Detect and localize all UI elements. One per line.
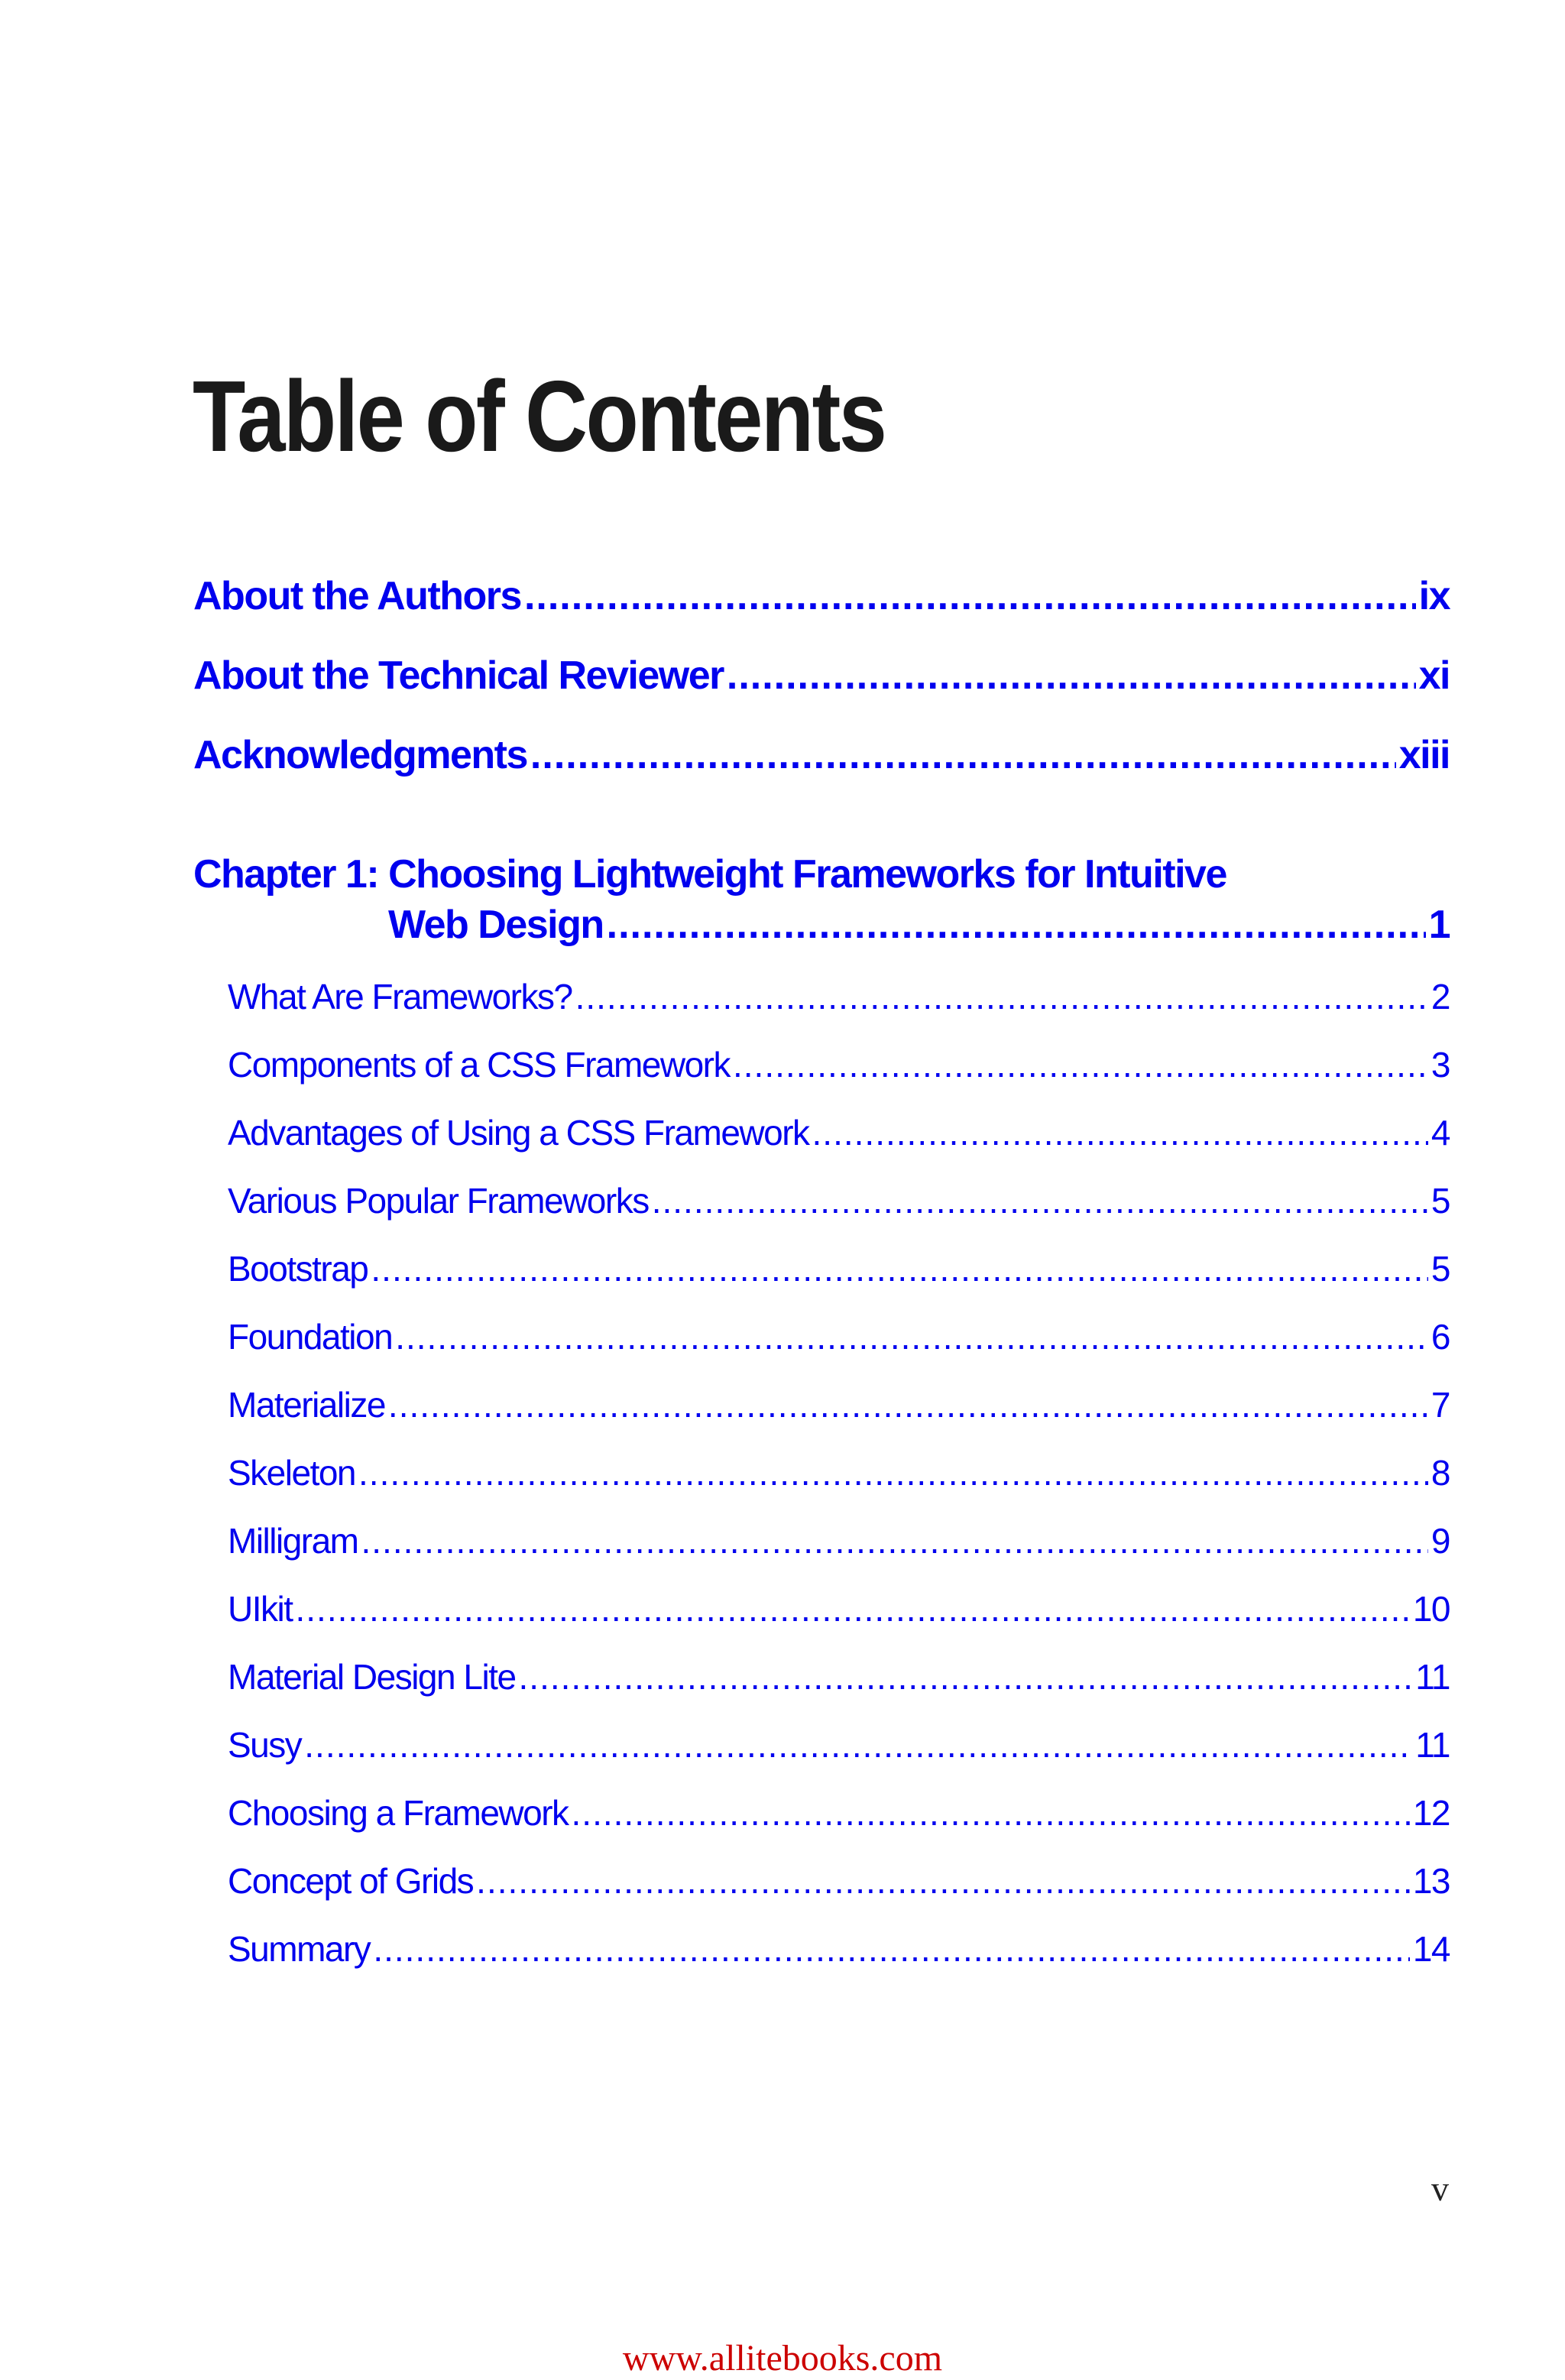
toc-entry-label: Skeleton [228, 1453, 356, 1493]
dot-leader [530, 731, 1396, 780]
toc-entry-page: 6 [1431, 1317, 1450, 1357]
toc-entry-page: 4 [1431, 1113, 1450, 1153]
dot-leader [575, 974, 1428, 1019]
toc-section-summary[interactable] [228, 1927, 1450, 1971]
dot-leader [572, 1791, 1410, 1835]
dot-leader [296, 1587, 1410, 1631]
toc-entry-page: 11 [1415, 1657, 1450, 1697]
toc-entry-page: 3 [1431, 1045, 1450, 1085]
toc-entry-label: UIkit [228, 1589, 293, 1629]
toc-entry-acknowledgments[interactable] [193, 731, 1450, 780]
toc-entry-label: Acknowledgments [193, 733, 527, 777]
toc-entry-label: Milligram [228, 1521, 358, 1561]
chapter-1-heading[interactable]: Chapter 1: Choosing Lightweight Frameworks for Intuitive [193, 852, 1226, 897]
toc-entry-label: About the Authors [193, 574, 521, 618]
toc-entry-label: Advantages of Using a CSS Framework [228, 1113, 809, 1153]
toc-entry-label: Choosing a Framework [228, 1793, 569, 1833]
toc-entry-label: Material Design Lite [228, 1657, 516, 1697]
dot-leader [812, 1111, 1428, 1155]
dot-leader [373, 1927, 1410, 1971]
dot-leader [733, 1042, 1428, 1087]
dot-leader [476, 1859, 1410, 1903]
toc-section-uikit[interactable] [228, 1587, 1450, 1631]
toc-section-foundation[interactable] [228, 1315, 1450, 1359]
toc-entry-page: 8 [1431, 1453, 1450, 1493]
toc-entry-technical-reviewer[interactable] [193, 651, 1450, 700]
dot-leader [652, 1179, 1428, 1223]
toc-entry-page: 5 [1431, 1181, 1450, 1221]
toc-entry-page: ix [1418, 574, 1450, 618]
toc-section-components-css-framework[interactable] [228, 1042, 1450, 1087]
toc-section-skeleton[interactable] [228, 1451, 1450, 1495]
dot-leader [304, 1723, 1412, 1767]
dot-leader [519, 1655, 1413, 1699]
toc-entry-page: 12 [1412, 1793, 1450, 1833]
page-title: Table of Contents [193, 360, 886, 472]
toc-entry-page: xiii [1398, 733, 1450, 777]
toc-entry-page: 14 [1412, 1929, 1450, 1969]
toc-entry-label: About the Technical Reviewer [193, 653, 724, 698]
chapter-1-heading-continued[interactable] [388, 900, 1450, 949]
toc-entry-page: xi [1418, 653, 1450, 698]
toc-entry-page: 7 [1431, 1385, 1450, 1425]
toc-section-material-design-lite[interactable] [228, 1655, 1450, 1699]
toc-entry-page: 9 [1431, 1521, 1450, 1561]
watermark-link[interactable]: www.allitebooks.com [622, 2338, 943, 2378]
toc-section-susy[interactable] [228, 1723, 1450, 1767]
toc-entry-label: Concept of Grids [228, 1861, 474, 1901]
toc-entry-page: 1 [1428, 903, 1450, 947]
dot-leader [727, 651, 1416, 700]
toc-entry-label: Web Design [388, 903, 604, 947]
toc-entry-page: 2 [1431, 977, 1450, 1017]
toc-section-various-popular-frameworks[interactable] [228, 1179, 1450, 1223]
toc-entry-label: What Are Frameworks? [228, 977, 572, 1017]
dot-leader [607, 900, 1426, 949]
toc-section-concept-of-grids[interactable] [228, 1859, 1450, 1903]
toc-section-choosing-framework[interactable] [228, 1791, 1450, 1835]
page-number: v [1431, 2169, 1449, 2208]
toc-entry-page: 11 [1415, 1725, 1450, 1765]
toc-section-what-are-frameworks[interactable] [228, 974, 1450, 1019]
toc-entry-label: Bootstrap [228, 1249, 368, 1289]
toc-section-bootstrap[interactable] [228, 1247, 1450, 1291]
dot-leader [395, 1315, 1428, 1359]
toc-entry-label: Foundation [228, 1317, 393, 1357]
toc-entry-label: Susy [228, 1725, 302, 1765]
dot-leader [358, 1451, 1428, 1495]
dot-leader [371, 1247, 1428, 1291]
dot-leader [361, 1519, 1428, 1563]
toc-entry-label: Components of a CSS Framework [228, 1045, 730, 1085]
toc-entry-label: Summary [228, 1929, 371, 1969]
toc-entry-label: Various Popular Frameworks [228, 1181, 649, 1221]
toc-section-advantages-css-framework[interactable] [228, 1111, 1450, 1155]
dot-leader [388, 1383, 1428, 1427]
toc-entry-page: 5 [1431, 1249, 1450, 1289]
toc-entry-page: 10 [1412, 1589, 1450, 1629]
toc-entry-about-authors[interactable] [193, 572, 1450, 621]
dot-leader [524, 572, 1416, 621]
toc-entry-label: Materialize [228, 1385, 385, 1425]
toc-section-materialize[interactable] [228, 1383, 1450, 1427]
toc-section-milligram[interactable] [228, 1519, 1450, 1563]
toc-entry-page: 13 [1412, 1861, 1450, 1901]
